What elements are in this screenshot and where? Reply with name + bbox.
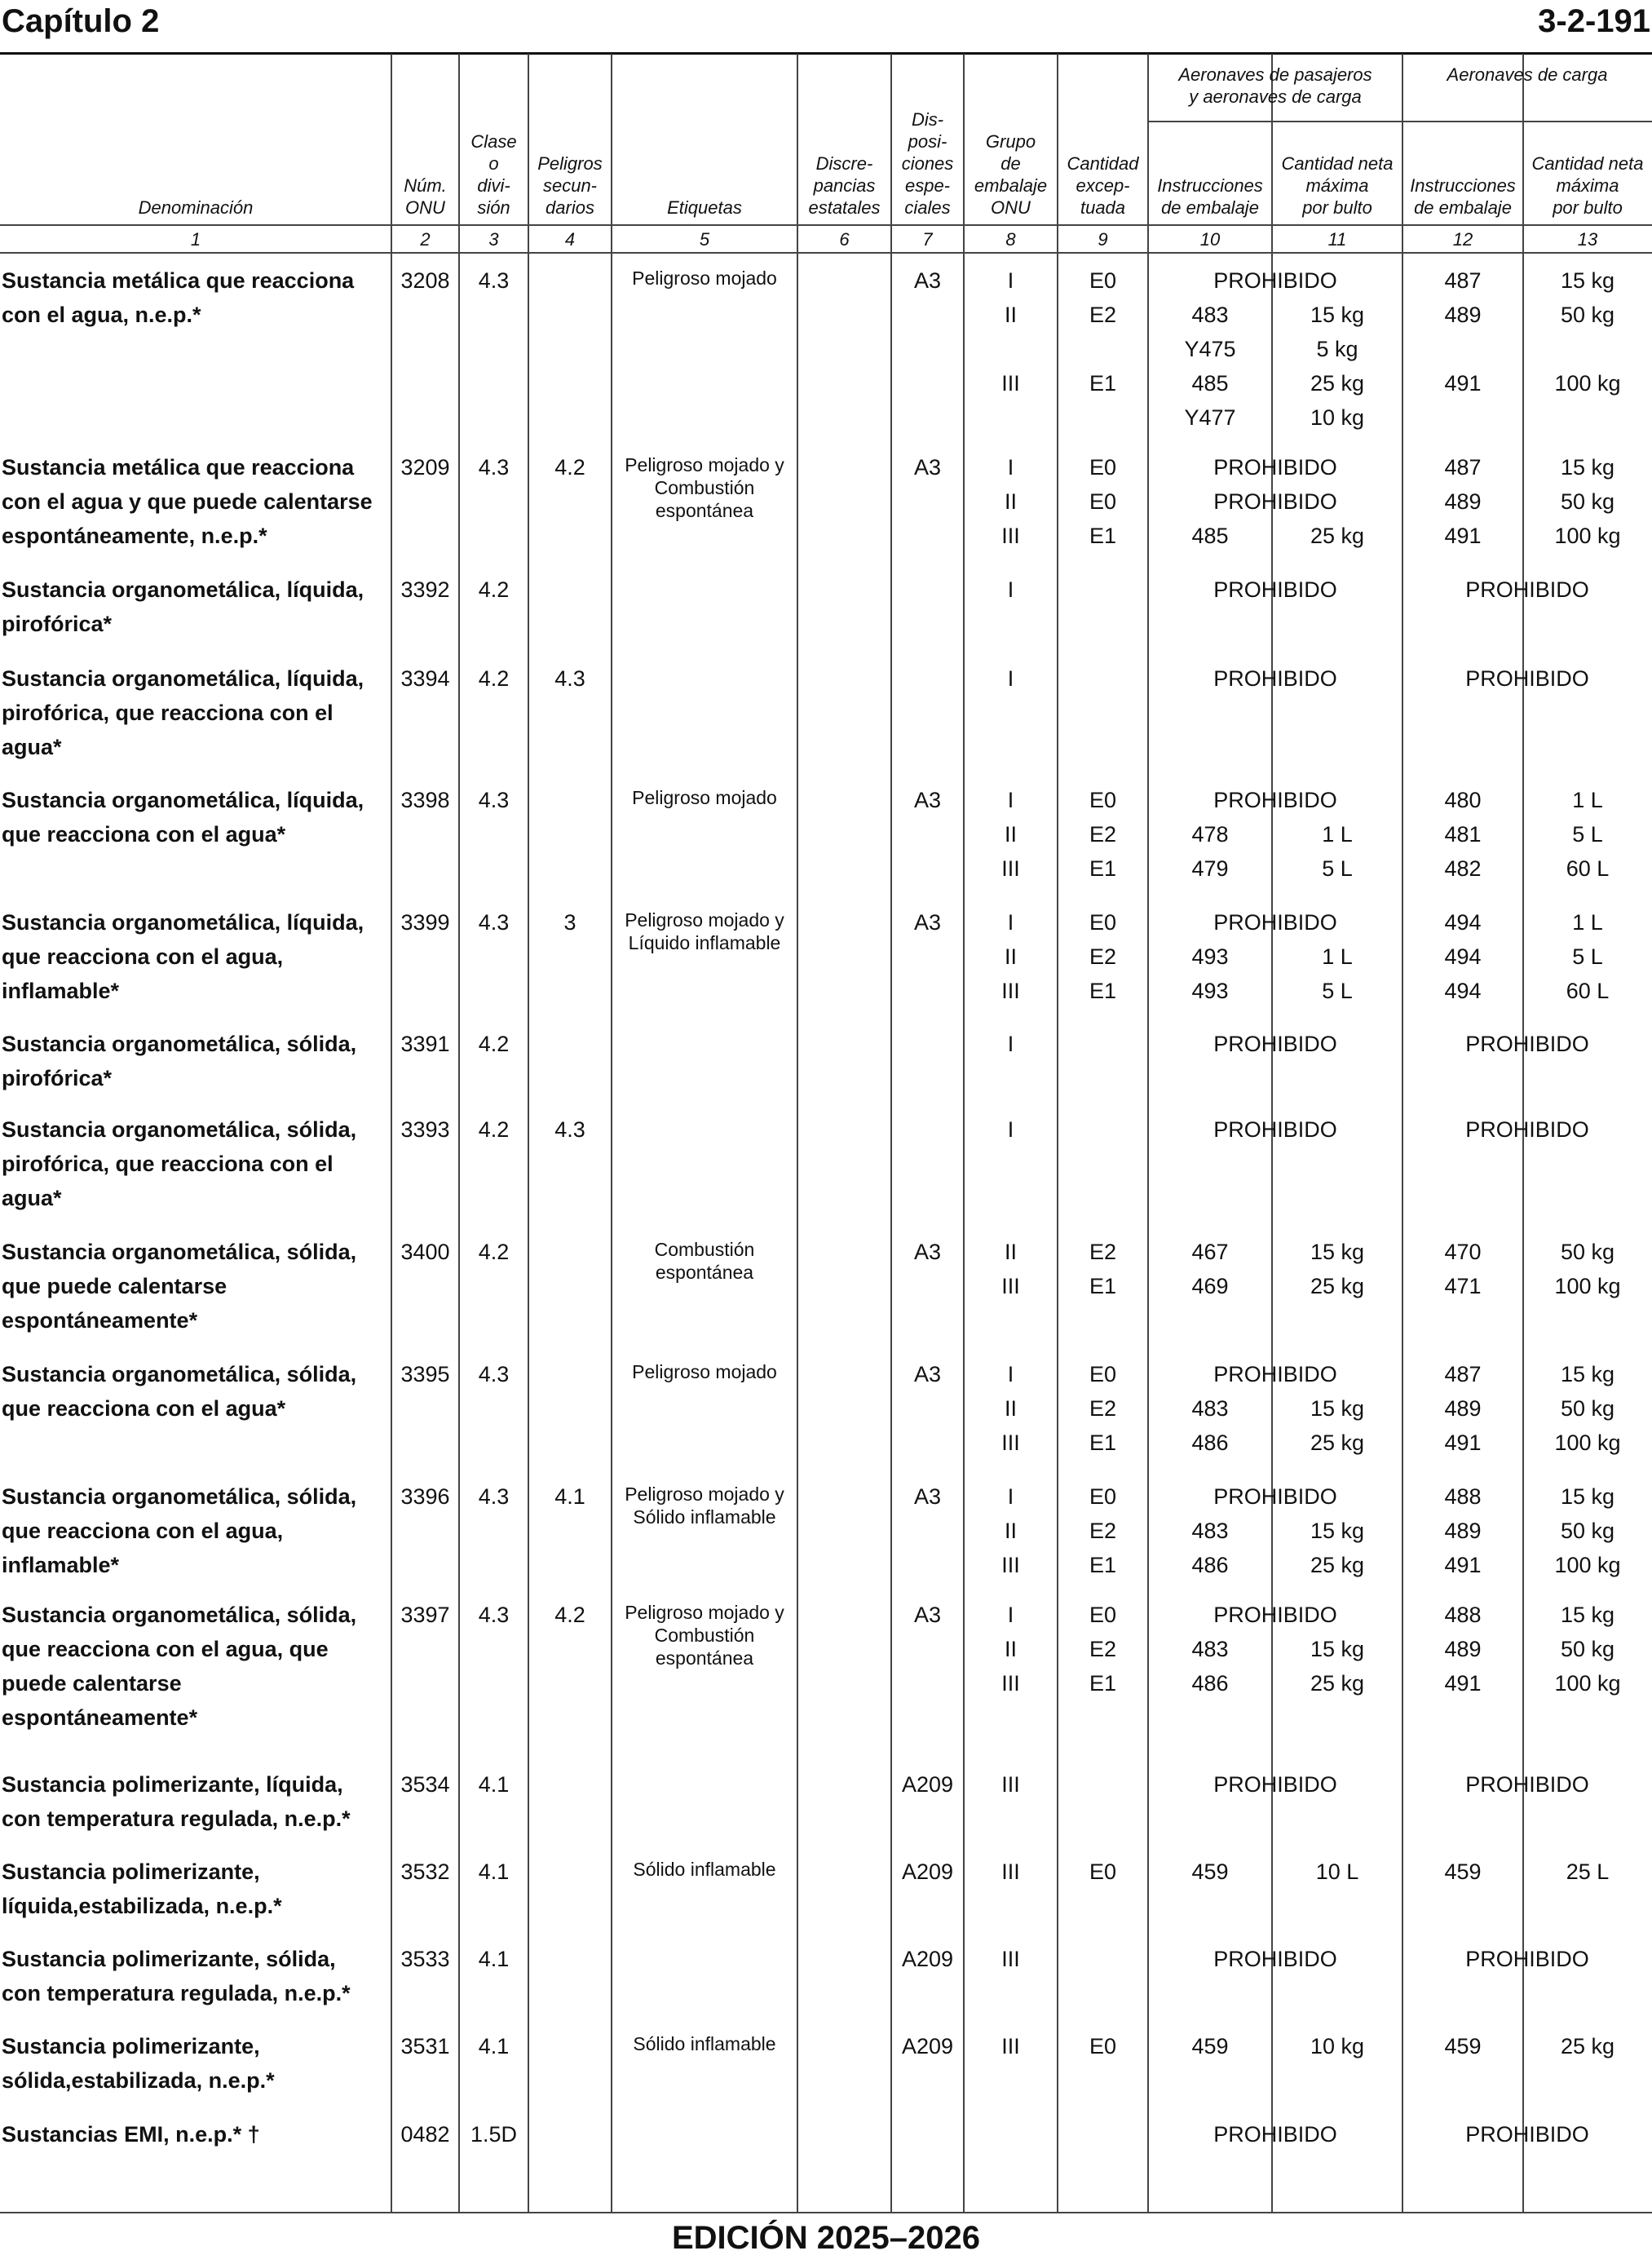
special-provisions: A3 [913,910,942,935]
column-header-4: Peligros secun- darios [537,153,603,218]
column-number-12: 12 [1452,229,1473,250]
cargo-packing-instruction: 487 489 491 [1444,268,1482,396]
column-header-5: Etiquetas [667,197,742,218]
hazard-labels: Peligroso mojado [632,787,777,808]
cargo-forbidden: PROHIBIDO [1465,1032,1589,1056]
passenger-forbidden: PROHIBIDO [1213,1603,1337,1627]
hazard-class: 4.1 [478,2034,510,2058]
column-header-13: Cantidad neta máxima por bulto [1531,153,1644,218]
passenger-forbidden: PROHIBIDO [1213,1484,1337,1509]
packing-group: I II III [1001,910,1020,1003]
packing-group: III [1001,1947,1020,1971]
passenger-max-net-quantity: 15 kg 25 kg [1310,1637,1365,1696]
hazard-class: 1.5D [470,2122,518,2147]
table-row [0,783,1652,905]
un-number: 3391 [400,1032,450,1056]
un-number: 3398 [400,788,450,812]
packing-group: III [1001,1772,1020,1797]
passenger-max-net-quantity: 1 L 5 L [1322,944,1353,1003]
packing-group: I II III [1001,455,1020,548]
excepted-quantity: E0 [1089,1859,1117,1884]
special-provisions: A209 [901,1947,954,1971]
cargo-forbidden: PROHIBIDO [1465,1772,1589,1797]
special-provisions: A3 [913,268,942,293]
passenger-forbidden: PROHIBIDO [1213,788,1337,812]
hazard-class: 4.3 [478,268,510,293]
column-header-6: Discre- pancias estatales [808,153,881,218]
packing-group: I [1007,577,1014,602]
packing-group [964,2117,1058,2151]
excepted-quantity: E0 E2 E1 [1089,788,1117,881]
un-number: 3399 [400,910,450,935]
substance-name: Sustancia metálica que reacciona con el agua, n.e.p.* [2,268,355,327]
excepted-quantity: E0 E2 E1 [1089,268,1117,396]
cargo-packing-instruction: 487 489 491 [1444,455,1482,548]
passenger-packing-instruction: 459 [1191,1859,1229,1884]
passenger-max-net-quantity: 10 kg [1310,2034,1365,2058]
un-number: 3392 [400,577,450,602]
passenger-forbidden: PROHIBIDO [1213,2122,1337,2147]
passenger-packing-instruction: 483 486 [1191,1637,1229,1696]
packing-group: I II III [1001,1603,1020,1696]
special-provisions: A3 [913,455,942,480]
hazard-labels: Sólido inflamable [633,1859,776,1880]
un-number: 3395 [400,1362,450,1386]
substance-name: Sustancia polimerizante, líquida,estabilizada, n.e.p.* [2,1859,282,1918]
table-row [0,1942,1652,2029]
packing-group: III [1001,2034,1020,2058]
substance-name: Sustancia polimerizante, sólida, con temperatura regulada, n.e.p.* [2,1947,351,2005]
passenger-forbidden: PROHIBIDO [1213,577,1337,602]
passenger-packing-instruction: 483 486 [1191,1396,1229,1455]
special-provisions: A3 [913,1362,942,1386]
table-row [0,1598,1652,1767]
hazard-class: 4.3 [478,1484,510,1509]
excepted-quantity: E0 E0 E1 [1089,455,1117,548]
excepted-quantity: E0 E2 E1 [1089,910,1117,1003]
substance-name: Sustancia organometálica, líquida, pirofórica* [2,577,364,636]
hazard-labels: Peligroso mojado y Combustión espontánea [625,1602,784,1669]
group-header-passenger: Aeronaves de pasajeros y aeronaves de carga [1178,64,1372,107]
passenger-forbidden: PROHIBIDO [1213,666,1337,691]
table-row [0,1357,1652,1479]
table-row [0,573,1652,661]
special-provisions: A3 [913,788,942,812]
cargo-max-net-quantity: 15 kg 50 kg 100 kg [1554,268,1621,396]
hazard-class: 4.2 [478,1240,510,1264]
column-number-1: 1 [190,229,201,250]
cargo-forbidden: PROHIBIDO [1465,1117,1589,1142]
hazard-class: 4.3 [478,1603,510,1627]
column-header-2: Núm. ONU [404,175,447,218]
passenger-forbidden: PROHIBIDO [1213,1772,1337,1797]
passenger-forbidden: PROHIBIDO [1213,1032,1337,1056]
un-number: 3534 [400,1772,450,1797]
excepted-quantity [1058,573,1148,607]
column-header-8: Grupo de embalaje ONU [974,131,1048,218]
table-row [0,2029,1652,2117]
passenger-forbidden: PROHIBIDO [1213,1947,1337,1971]
substance-name: Sustancia organometálica, líquida, que reacciona con el agua* [2,788,364,847]
cargo-packing-instruction: 488 489 491 [1444,1484,1482,1577]
column-number-4: 4 [564,229,576,250]
table-row [0,1112,1652,1235]
packing-group: I II III [1001,1484,1020,1577]
excepted-quantity: E0 E2 E1 [1089,1362,1117,1455]
excepted-quantity [1058,1112,1148,1147]
table-row [0,661,1652,783]
subsidiary-hazard: 4.3 [554,666,585,691]
hazard-labels: Peligroso mojado y Líquido inflamable [625,909,784,953]
passenger-forbidden: PROHIBIDO [1213,1117,1337,1142]
special-provisions: A3 [913,1240,942,1264]
un-number: 3208 [400,268,450,293]
un-number: 3533 [400,1947,450,1971]
column-number-11: 11 [1327,229,1347,250]
hazard-class: 4.2 [478,1032,510,1056]
un-number: 3400 [400,1240,450,1264]
passenger-packing-instruction: 467 469 [1191,1240,1229,1298]
column-number-3: 3 [488,229,499,250]
un-number: 3532 [400,1859,450,1884]
cargo-packing-instruction: 488 489 491 [1444,1603,1482,1696]
cargo-max-net-quantity: 1 L 5 L 60 L [1566,910,1610,1003]
page-number: 3-2-191 [1538,3,1650,39]
hazard-class: 4.2 [478,577,510,602]
packing-group: II III [1001,1240,1020,1298]
hazard-labels: Sólido inflamable [633,2033,776,2054]
column-number-13: 13 [1577,229,1598,250]
substance-name: Sustancia organometálica, sólida, pirofórica, que reacciona con el agua* [2,1117,357,1210]
cargo-packing-instruction: 494 494 494 [1444,910,1482,1003]
cargo-packing-instruction: 459 [1444,1859,1482,1884]
cargo-packing-instruction: 480 481 482 [1444,788,1482,881]
passenger-packing-instruction: 483 486 [1191,1519,1229,1577]
hazard-labels: Peligroso mojado [632,1361,777,1382]
passenger-packing-instruction: 493 493 [1191,944,1229,1003]
substance-name: Sustancia metálica que reacciona con el agua y que puede calentarse espontáneamente, n.e.p.* [2,455,373,548]
un-number: 3393 [400,1117,450,1142]
passenger-packing-instruction: 483 Y475 485 Y477 [1184,303,1236,430]
hazard-labels: Peligroso mojado [632,268,777,289]
cargo-forbidden: PROHIBIDO [1465,577,1589,602]
column-header-12: Instrucciones de embalaje [1410,175,1516,218]
column-header-7: Dis- posi- ciones espe- ciales [901,109,954,218]
cargo-forbidden: PROHIBIDO [1465,1947,1589,1971]
bottom-rule [0,2212,1652,2213]
packing-group: I II III [1001,788,1020,881]
hazard-class: 4.3 [478,788,510,812]
special-provisions: A3 [913,1484,942,1509]
passenger-forbidden: PROHIBIDO [1213,1362,1337,1386]
cargo-max-net-quantity: 15 kg 50 kg 100 kg [1554,1362,1621,1455]
packing-group: I [1007,666,1014,691]
substance-name: Sustancia organometálica, sólida, que reacciona con el agua, que puede calentarse espontáneamente* [2,1603,357,1730]
cargo-max-net-quantity: 25 L [1566,1859,1610,1884]
column-number-9: 9 [1098,229,1108,250]
un-number: 3394 [400,666,450,691]
cargo-max-net-quantity: 25 kg [1560,2034,1615,2058]
hazard-class: 4.3 [478,910,510,935]
substance-name: Sustancia organometálica, sólida, que reacciona con el agua, inflamable* [2,1484,357,1577]
hazard-labels: Combustión espontánea [654,1239,755,1283]
excepted-quantity [1058,661,1148,696]
cargo-packing-instruction: 459 [1444,2034,1482,2058]
cargo-max-net-quantity: 15 kg 50 kg 100 kg [1554,1603,1621,1696]
hazard-class: 4.1 [478,1859,510,1884]
hazard-labels: Peligroso mojado y Sólido inflamable [625,1484,784,1528]
special-provisions: A209 [901,1859,954,1884]
packing-group: I [1007,1117,1014,1142]
hazard-class: 4.1 [478,1947,510,1971]
un-number: 3209 [400,455,450,480]
table-row [0,1235,1652,1357]
passenger-max-net-quantity: 1 L 5 L [1322,822,1353,881]
excepted-quantity: E0 E2 E1 [1089,1603,1117,1696]
passenger-max-net-quantity: 15 kg 25 kg [1310,1519,1365,1577]
excepted-quantity: E2 E1 [1089,1240,1117,1298]
passenger-max-net-quantity: 15 kg 25 kg [1310,1240,1365,1298]
subsidiary-hazard: 4.1 [554,1484,585,1509]
subsidiary-hazard: 4.3 [554,1117,585,1142]
column-header-10: Instrucciones de embalaje [1157,175,1263,218]
group-header-cargo: Aeronaves de carga [1447,64,1608,85]
cargo-max-net-quantity: 15 kg 50 kg 100 kg [1554,455,1621,548]
table-row [0,1027,1652,1112]
hazard-class: 4.1 [478,1772,510,1797]
cargo-max-net-quantity: 50 kg 100 kg [1554,1240,1621,1298]
passenger-forbidden: PROHIBIDO [1213,910,1337,935]
hazard-class: 4.2 [478,1117,510,1142]
column-number-6: 6 [839,229,850,250]
substance-name: Sustancia organometálica, sólida, que puede calentarse espontáneamente* [2,1240,357,1333]
table-row [0,1479,1652,1598]
excepted-quantity [1058,1027,1148,1061]
excepted-quantity: E0 E2 E1 [1089,1484,1117,1577]
packing-group: III [1001,1859,1020,1884]
excepted-quantity: E0 [1089,2034,1117,2058]
substance-name: Sustancias EMI, n.e.p.* † [2,2122,260,2147]
subsidiary-hazard: 4.2 [554,1603,585,1627]
table-row [0,450,1652,573]
cargo-packing-instruction: 487 489 491 [1444,1362,1482,1455]
passenger-max-net-quantity: 15 kg 25 kg [1310,1396,1365,1455]
substance-name: Sustancia organometálica, líquida, que reacciona con el agua, inflamable* [2,910,364,1003]
un-number: 3397 [400,1603,450,1627]
column-header-11: Cantidad neta máxima por bulto [1281,153,1394,218]
cargo-max-net-quantity: 1 L 5 L 60 L [1566,788,1610,881]
edition-footer: EDICIÓN 2025–2026 [671,2220,980,2256]
cargo-forbidden: PROHIBIDO [1465,2122,1589,2147]
column-number-5: 5 [699,229,710,250]
excepted-quantity [1058,1767,1148,1802]
cargo-packing-instruction: 470 471 [1444,1240,1482,1298]
passenger-packing-instruction: 485 [1191,524,1229,548]
passenger-packing-instruction: 478 479 [1191,822,1229,881]
column-header-3: Clase o divi- sión [470,131,517,218]
un-number: 0482 [400,2122,450,2147]
un-number: 3531 [400,2034,450,2058]
table-row [0,1855,1652,1942]
substance-name: Sustancia organometálica, sólida, que reacciona con el agua* [2,1362,357,1421]
hazard-class: 4.2 [478,666,510,691]
hazard-labels: Peligroso mojado y Combustión espontánea [625,454,784,521]
special-provisions: A209 [901,2034,954,2058]
cargo-max-net-quantity: 15 kg 50 kg 100 kg [1554,1484,1621,1577]
column-number-10: 10 [1199,229,1221,250]
special-provisions: A3 [913,1603,942,1627]
dangerous-goods-table [0,54,1652,2212]
table-row [0,2117,1652,2174]
column-number-2: 2 [420,229,431,250]
hazard-class: 4.3 [478,455,510,480]
table-row [0,1767,1652,1855]
special-provisions: A209 [901,1772,954,1797]
column-header-9: Cantidad excep- tuada [1067,153,1139,218]
passenger-packing-instruction: 459 [1191,2034,1229,2058]
substance-name: Sustancia organometálica, sólida, pirofórica* [2,1032,357,1090]
table-row [0,263,1652,450]
passenger-max-net-quantity: 10 L [1315,1859,1359,1884]
passenger-max-net-quantity: 15 kg 5 kg 25 kg 10 kg [1310,303,1365,430]
cargo-forbidden: PROHIBIDO [1465,666,1589,691]
subsidiary-hazard: 3 [563,910,576,935]
packing-group: I II III [1001,268,1020,396]
chapter-title: Capítulo 2 [2,3,160,39]
substance-name: Sustancia polimerizante, sólida,estabilizada, n.e.p.* [2,2034,275,2093]
passenger-forbidden: PROHIBIDO [1213,268,1337,293]
substance-name: Sustancia polimerizante, líquida, con temperatura regulada, n.e.p.* [2,1772,351,1831]
column-header-1: Denominación [138,197,254,218]
subsidiary-hazard: 4.2 [554,455,585,480]
un-number: 3396 [400,1484,450,1509]
passenger-max-net-quantity: 25 kg [1310,524,1365,548]
packing-group: I II III [1001,1362,1020,1455]
excepted-quantity [1058,2117,1148,2151]
column-number-7: 7 [922,229,933,250]
passenger-forbidden: PROHIBIDO PROHIBIDO [1213,455,1337,514]
substance-name: Sustancia organometálica, líquida, pirofórica, que reacciona con el agua* [2,666,364,759]
table-row [0,905,1652,1027]
column-number-8: 8 [1005,229,1016,250]
excepted-quantity [1058,1942,1148,1976]
hazard-class: 4.3 [478,1362,510,1386]
packing-group: I [1007,1032,1014,1056]
